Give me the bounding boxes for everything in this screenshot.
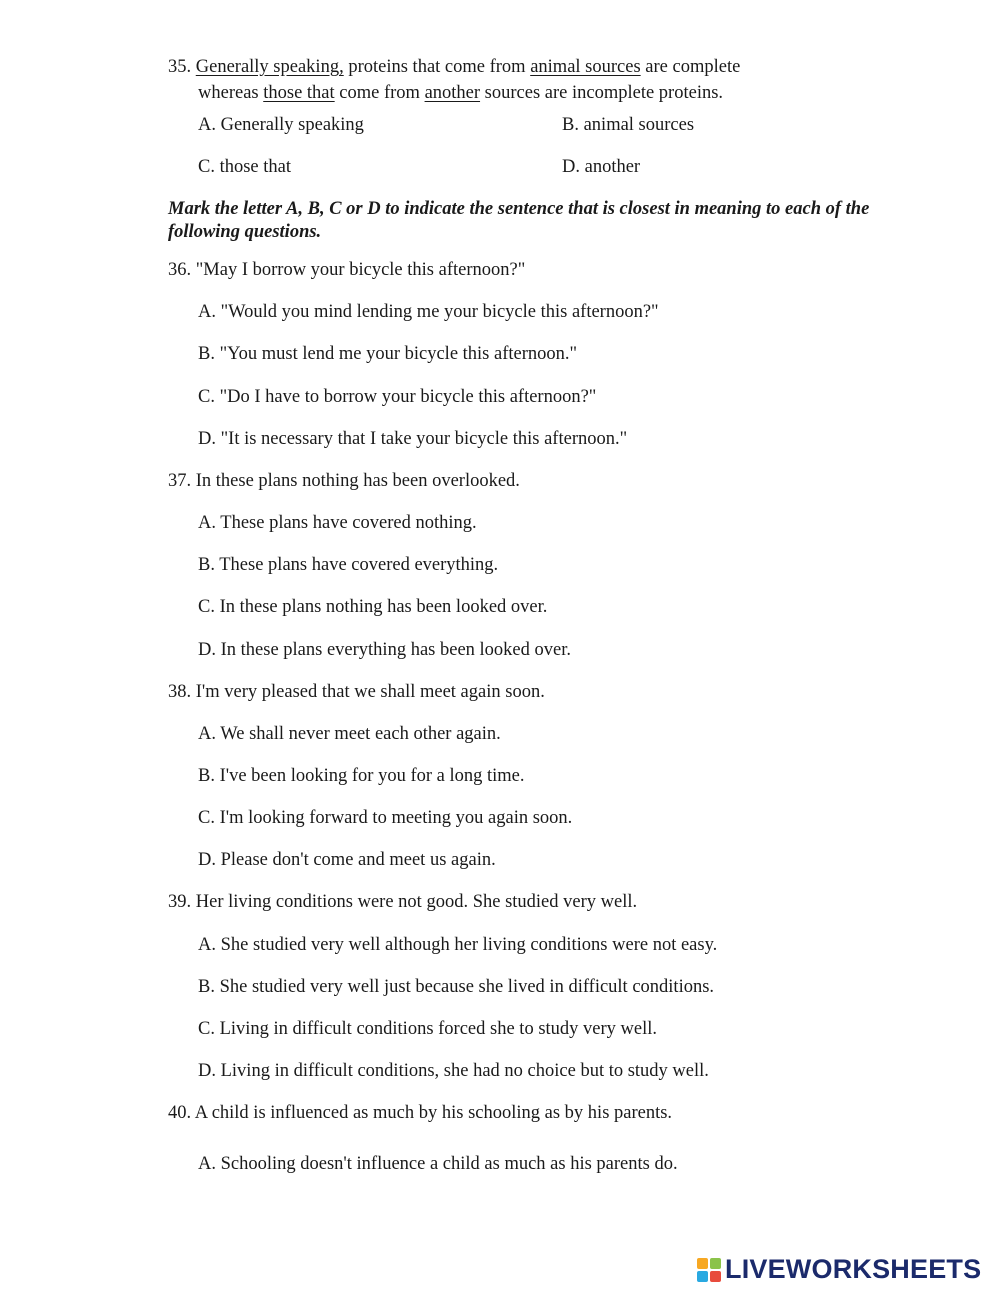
q35-text: are complete [640,57,741,77]
q38-option-d: D. Please don't come and meet us again. [198,850,496,870]
q35-stem-line2 [198,82,723,104]
q36-stem: 36. "May I borrow your bicycle this afternoon?" [168,260,526,280]
q35-underlined-a: Generally speaking, [195,57,344,77]
q38-option-b: B. I've been looking for you for a long time. [198,766,525,786]
q35-text: proteins that come from [343,57,531,77]
q35-stem-line1 [168,56,740,78]
q35-underlined-b: animal sources [530,57,641,77]
logo-mark-icon [697,1258,721,1282]
q36-option-b: B. "You must lend me your bicycle this afternoon." [198,344,578,364]
q35-text: come from [334,83,425,103]
q35-option-b: B. animal sources [562,115,695,135]
q35-option-d: D. another [562,157,641,177]
q35-underlined-c: those that [263,83,335,103]
q37-stem: 37. In these plans nothing has been overlooked. [168,471,520,491]
logo-square-icon [710,1258,721,1269]
q36-option-a: A. "Would you mind lending me your bicycle this afternoon?" [198,302,659,322]
q39-option-d: D. Living in difficult conditions, she had no choice but to study well. [198,1061,709,1081]
q38-stem: 38. I'm very pleased that we shall meet again soon. [168,682,545,702]
q39-option-a: A. She studied very well although her living conditions were not easy. [198,935,718,955]
q36-option-c: C. "Do I have to borrow your bicycle this afternoon?" [198,387,597,407]
section-instruction: Mark the letter A, B, C or D to indicate the sentence that is closest in meaning to each of the following questions. [168,199,870,242]
q37-option-d: D. In these plans everything has been looked over. [198,640,571,660]
q37-option-a: A. These plans have covered nothing. [198,513,477,533]
logo-square-icon [697,1258,708,1269]
q38-option-a: A. We shall never meet each other again. [198,724,501,744]
q35-text: whereas [198,83,264,103]
q35-option-c: C. those that [198,157,292,177]
q40-option-a: A. Schooling doesn't influence a child as much as his parents do. [198,1154,678,1174]
q38-option-c: C. I'm looking forward to meeting you again soon. [198,808,573,828]
liveworksheets-logo [697,1254,981,1285]
q35-number: 35. [168,57,192,77]
q39-stem: 39. Her living conditions were not good. She studied very well. [168,892,638,912]
q37-option-c: C. In these plans nothing has been looked over. [198,597,548,617]
q40-stem: 40. A child is influenced as much by his schooling as by his parents. [168,1103,673,1123]
logo-square-icon [697,1271,708,1282]
logo-square-icon [710,1271,721,1282]
q35-text: sources are incomplete proteins. [480,83,724,103]
q35-underlined-d: another [424,83,481,103]
q35-option-a: A. Generally speaking [198,115,364,135]
logo-text: LIVEWORKSHEETS [725,1254,982,1284]
q39-option-c: C. Living in difficult conditions forced she to study very well. [198,1019,658,1039]
q36-option-d: D. "It is necessary that I take your bicycle this afternoon." [198,429,628,449]
q37-option-b: B. These plans have covered everything. [198,555,499,575]
q39-option-b: B. She studied very well just because she lived in difficult conditions. [198,977,715,997]
